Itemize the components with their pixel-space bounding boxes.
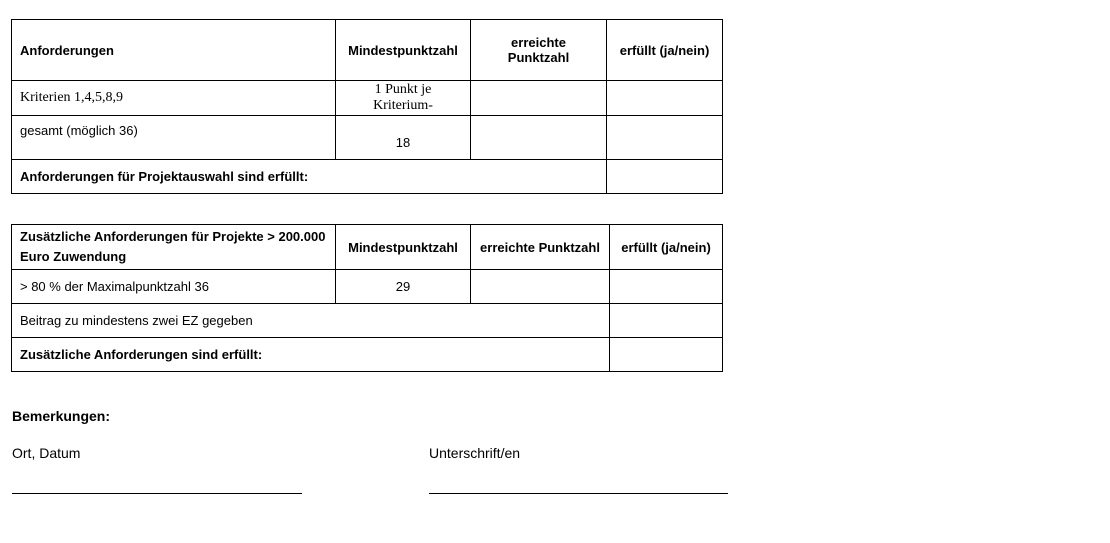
remarks-label: Bemerkungen: xyxy=(12,408,111,424)
row-min-points-max: 29 xyxy=(336,270,471,304)
requirements-table xyxy=(11,19,723,194)
row-min-points-total: 18 xyxy=(336,116,471,160)
table-row xyxy=(12,270,723,304)
table-row xyxy=(12,304,723,338)
header-achieved-points: erreichte Punktzahl xyxy=(471,225,610,270)
table-header-row xyxy=(12,20,723,81)
header-achieved-points: erreichte Punktzahl xyxy=(471,20,607,81)
achieved-points-cell[interactable] xyxy=(471,81,607,116)
summary-row xyxy=(12,338,723,372)
achieved-points-cell[interactable] xyxy=(471,116,607,160)
signature-line[interactable] xyxy=(429,493,728,494)
fulfilled-cell[interactable] xyxy=(610,304,723,338)
summary-row xyxy=(12,160,723,194)
table-row xyxy=(12,81,723,116)
row-min-points-criteria: 1 Punkt je Kriterium- xyxy=(336,81,471,116)
fulfilled-cell[interactable] xyxy=(610,270,723,304)
summary-fulfilled-cell[interactable] xyxy=(607,160,723,194)
row-label-total: gesamt (möglich 36) xyxy=(12,116,336,160)
fulfilled-cell[interactable] xyxy=(607,81,723,116)
table-header-row xyxy=(12,225,723,270)
additional-requirements-table xyxy=(11,224,723,372)
header-requirements: Anforderungen xyxy=(12,20,336,81)
signature-label: Unterschrift/en xyxy=(429,445,521,461)
header-additional-requirements: Zusätzliche Anforderungen für Projekte > 200.000 Euro Zuwendung xyxy=(12,225,336,270)
summary-label: Anforderungen für Projektauswahl sind erfüllt: xyxy=(12,160,607,194)
summary-label: Zusätzliche Anforderungen sind erfüllt: xyxy=(12,338,610,372)
place-date-line[interactable] xyxy=(12,493,302,494)
table-row xyxy=(12,116,723,160)
row-label-criteria: Kriterien 1,4,5,8,9 xyxy=(12,81,336,116)
summary-fulfilled-cell[interactable] xyxy=(610,338,723,372)
row-label-max-points: > 80 % der Maximalpunktzahl 36 xyxy=(12,270,336,304)
header-min-points: Mindestpunktzahl xyxy=(336,225,471,270)
row-label-contribution: Beitrag zu mindestens zwei EZ gegeben xyxy=(12,304,610,338)
header-min-points: Mindestpunktzahl xyxy=(336,20,471,81)
place-date-label: Ort, Datum xyxy=(12,445,81,461)
fulfilled-cell[interactable] xyxy=(607,116,723,160)
achieved-points-cell[interactable] xyxy=(471,270,610,304)
header-fulfilled: erfüllt (ja/nein) xyxy=(610,225,723,270)
header-fulfilled: erfüllt (ja/nein) xyxy=(607,20,723,81)
